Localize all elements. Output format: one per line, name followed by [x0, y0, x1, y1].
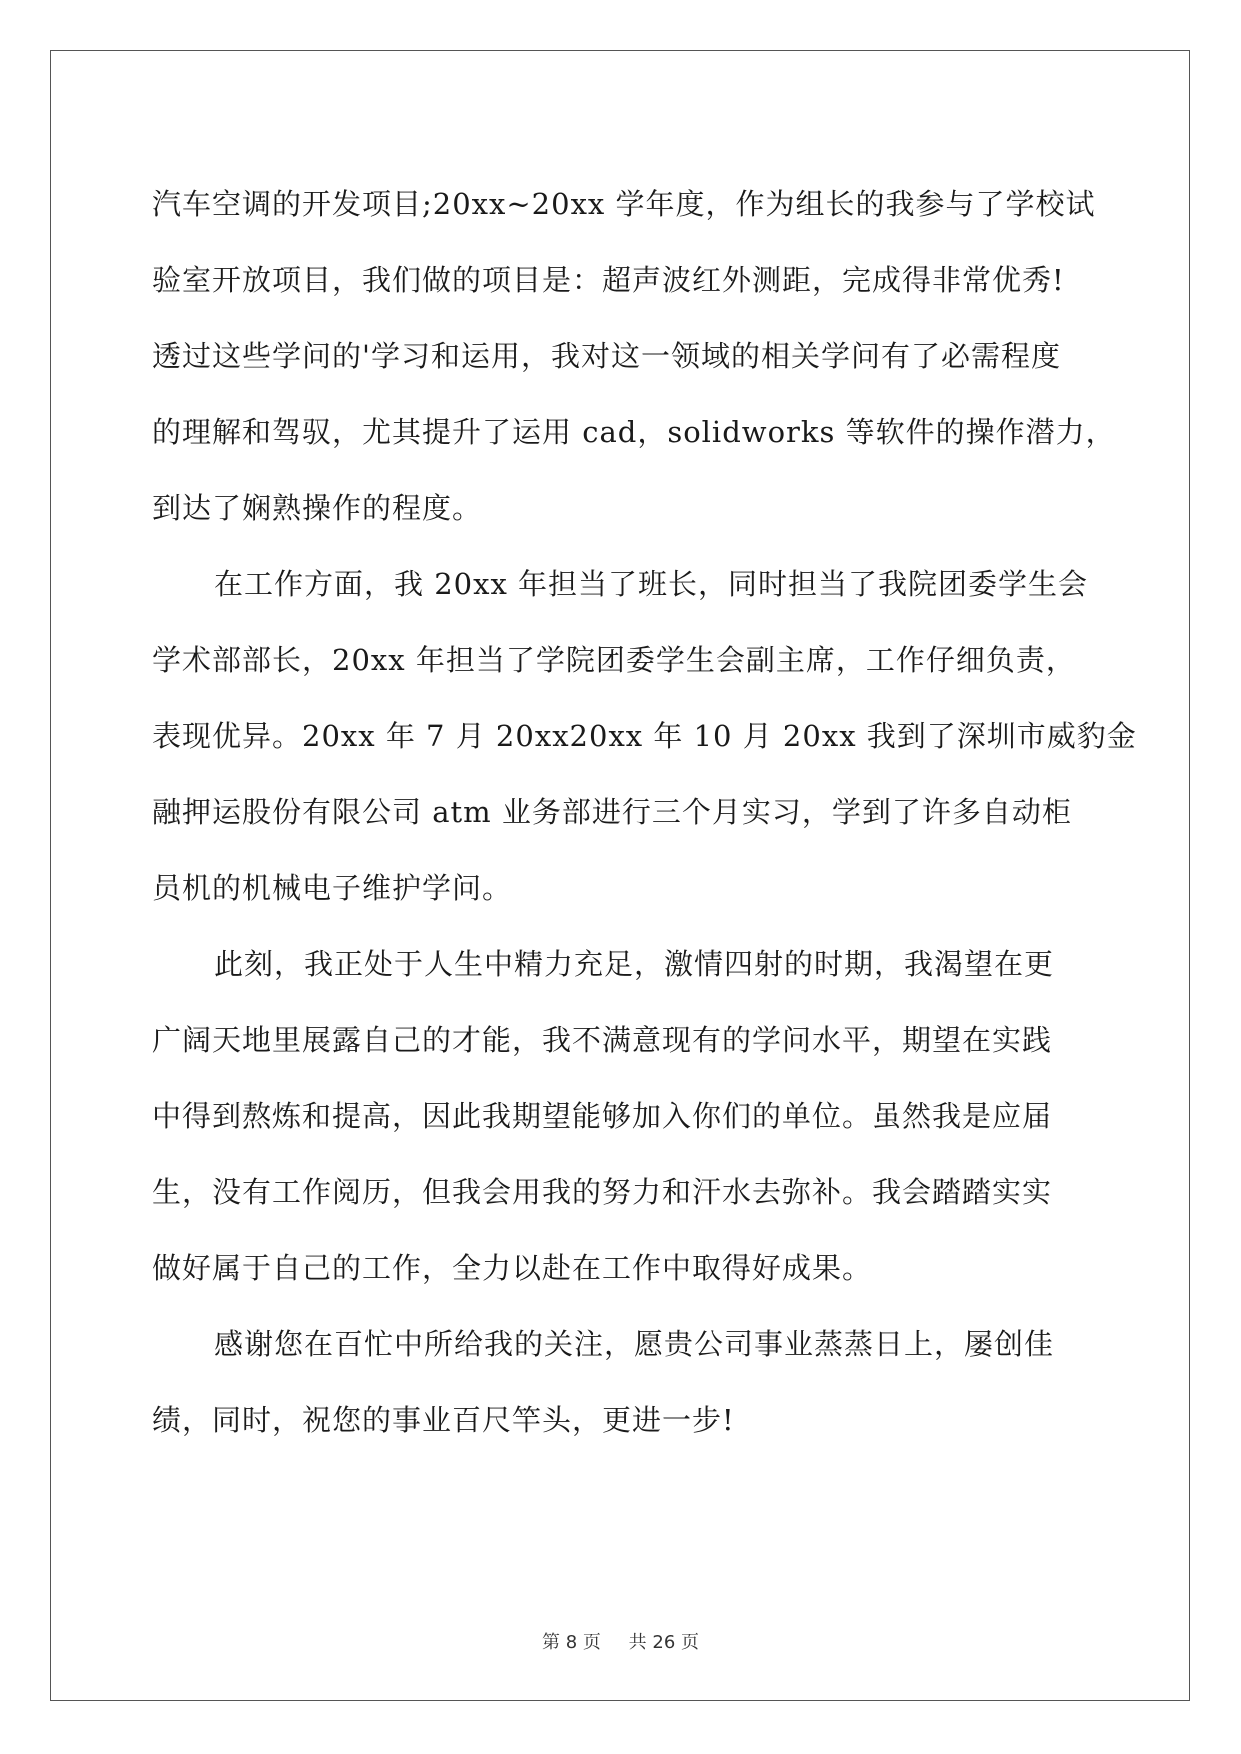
page-total: 共 26 页 — [628, 1632, 699, 1653]
text-line: 的理解和驾驭，尤其提升了运用 cad，solidworks 等软件的操作潜力， — [152, 415, 1116, 449]
text-line: 融押运股份有限公司 atm 业务部进行三个月实习，学到了许多自动柜 — [152, 795, 1072, 829]
text-line: 透过这些学问的'学习和运用，我对这一领域的相关学问有了必需程度 — [152, 339, 1061, 373]
paragraph-1 — [152, 166, 1116, 546]
text-line: 做好属于自己的工作，全力以赴在工作中取得好成果。 — [152, 1251, 873, 1285]
paragraph-2 — [152, 546, 1137, 926]
document-body — [152, 166, 1137, 1458]
text-line: 绩，同时，祝您的事业百尺竿头，更进一步! — [152, 1403, 735, 1437]
paragraph-3 — [152, 926, 1102, 1306]
text-line: 学术部部长，20xx 年担当了学院团委学生会副主席，工作仔细负责， — [152, 643, 1076, 677]
text-line: 此刻，我正处于人生中精力充足，激情四射的时期，我渴望在更 — [214, 947, 1055, 981]
text-line: 员机的机械电子维护学问。 — [152, 871, 513, 905]
text-line: 中得到熬炼和提高，因此我期望能够加入你们的单位。虽然我是应届 — [152, 1099, 1053, 1133]
text-line: 生，没有工作阅历，但我会用我的努力和汗水去弥补。我会踏踏实实 — [152, 1175, 1053, 1209]
text-line: 到达了娴熟操作的程度。 — [152, 491, 483, 525]
text-line: 验室开放项目，我们做的项目是：超声波红外测距，完成得非常优秀! — [152, 263, 1065, 297]
page-number: 第 8 页 — [542, 1632, 601, 1653]
text-line: 广阔天地里展露自己的才能，我不满意现有的学问水平，期望在实践 — [152, 1023, 1053, 1057]
text-line: 表现优异。20xx 年 7 月 20xx20xx 年 10 月 20xx 我到了深圳市威豹金 — [152, 719, 1137, 753]
text-line: 汽车空调的开发项目;20xx~20xx 学年度，作为组长的我参与了学校试 — [152, 187, 1096, 221]
text-line: 感谢您在百忙中所给我的关注，愿贵公司事业蒸蒸日上，屡创佳 — [214, 1327, 1055, 1361]
text-line: 在工作方面，我 20xx 年担当了班长，同时担当了我院团委学生会 — [214, 567, 1089, 601]
page-footer — [0, 1628, 1241, 1654]
paragraph-4 — [152, 1306, 1102, 1458]
